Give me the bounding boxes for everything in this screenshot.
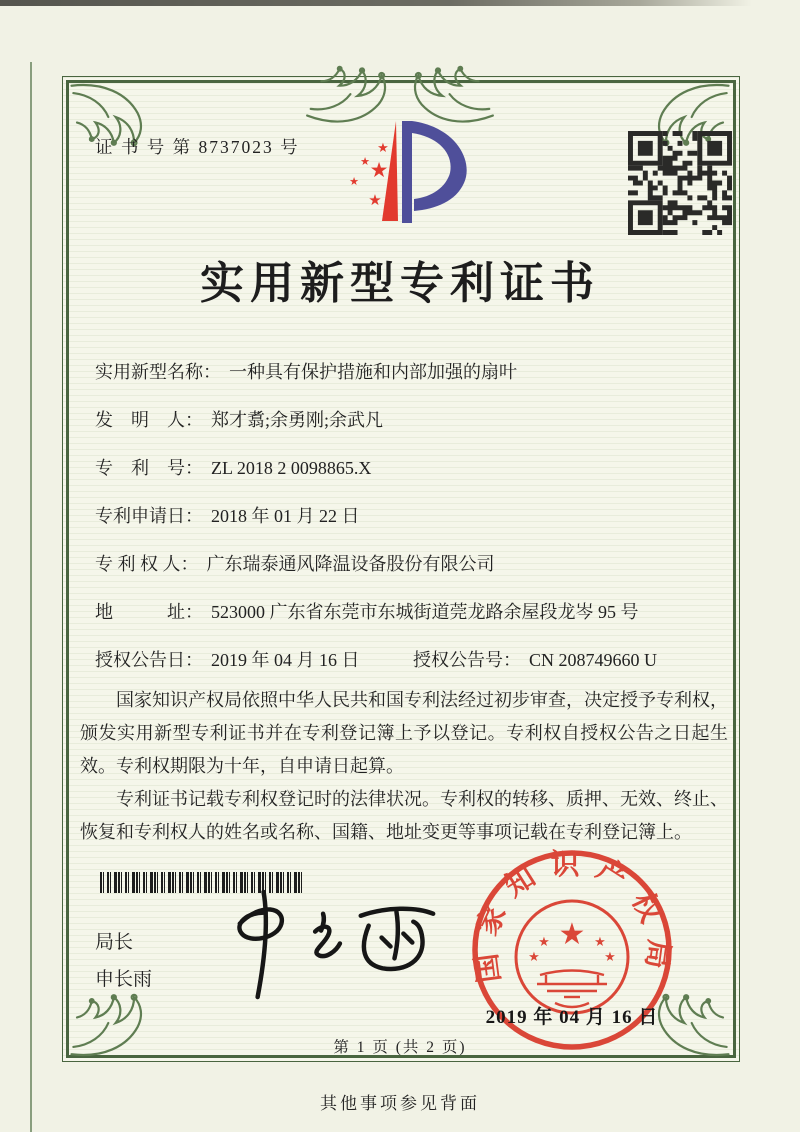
scan-edge-top <box>0 0 752 6</box>
field-row-patent-no <box>95 444 725 492</box>
back-note: 其他事项参见背面 <box>320 1094 480 1113</box>
cnipa-logo-icon <box>332 114 482 236</box>
field-label: 地 址： <box>95 602 203 622</box>
fields-block <box>95 348 725 684</box>
qr-code <box>628 131 732 235</box>
field-value: 2019 年 04 月 16 日 <box>211 650 360 670</box>
field-row-name <box>95 348 725 396</box>
seal-date: 2019 年 04 月 16 日 <box>485 1007 659 1028</box>
svg-text:★: ★ <box>368 193 382 209</box>
commissioner-signature-icon <box>212 884 450 1002</box>
field-label: 专 利 号： <box>95 458 203 478</box>
commissioner-block <box>95 924 152 998</box>
svg-text:国家知识产权局 <box>468 848 675 985</box>
field-value: 一种具有保护措施和内部加强的扇叶 <box>229 362 517 382</box>
field-value: 郑才翥;余勇刚;余武凡 <box>211 410 384 430</box>
commissioner-name: 申长雨 <box>95 969 153 990</box>
field-label: 专利申请日： <box>95 506 203 526</box>
paragraph-register-statement: 专利证书记载专利权登记时的法律状况。专利权的转移、质押、无效、终止、恢复和专利权人的姓名或名称、国籍、地址变更等事项记载在专利登记簿上。 <box>80 789 728 842</box>
field-label: 专 利 权 人： <box>95 554 199 574</box>
certificate-title: 实用新型专利证书 <box>200 259 600 308</box>
svg-text:★: ★ <box>594 934 606 949</box>
certificate-number: 证 书 号 第 8737023 号 <box>95 137 300 157</box>
svg-text:★: ★ <box>538 934 550 949</box>
field-value: ZL 2018 2 0098865.X <box>211 458 372 478</box>
svg-text:★: ★ <box>360 156 370 168</box>
field-label: 发 明 人： <box>95 410 203 430</box>
field-label: 实用新型名称： <box>95 362 221 382</box>
field-value: 广东瑞泰通风降温设备股份有限公司 <box>206 554 495 574</box>
field-row-address <box>95 588 725 636</box>
field-row-filing-date <box>95 492 725 540</box>
grant-number-pair <box>413 636 657 684</box>
field-row-inventors <box>95 396 725 444</box>
national-emblem-icon <box>516 901 628 1013</box>
svg-text:★: ★ <box>558 918 586 951</box>
page-number: 第 1 页 (共 2 页) <box>333 1039 467 1056</box>
scan-edge-left <box>30 62 32 1132</box>
field-value: CN 208749660 U <box>529 650 658 670</box>
field-row-patentee <box>95 540 725 588</box>
field-value: 2018 年 01 月 22 日 <box>211 506 360 526</box>
legal-paragraphs <box>80 684 728 849</box>
svg-text:★: ★ <box>377 140 389 155</box>
commissioner-title: 局长 <box>95 932 134 953</box>
paragraph-grant-statement: 国家知识产权局依照中华人民共和国专利法经过初步审查，决定授予专利权，颁发实用新型专利证书并在专利登记簿上予以登记。专利权自授权公告之日起生效。专利权期限为十年，自申请日起算。 <box>80 690 728 776</box>
svg-text:★: ★ <box>528 949 540 964</box>
svg-text:★: ★ <box>349 176 359 188</box>
field-row-grant <box>95 636 725 684</box>
svg-text:★: ★ <box>604 949 616 964</box>
field-label: 授权公告日： <box>95 650 203 670</box>
field-label: 授权公告号： <box>413 650 521 670</box>
seal-text: 国家知识产权局 <box>469 849 675 985</box>
svg-text:★: ★ <box>369 158 389 182</box>
field-value: 523000 广东省东莞市东城街道莞龙路余屋段龙岑 95 号 <box>211 602 639 622</box>
